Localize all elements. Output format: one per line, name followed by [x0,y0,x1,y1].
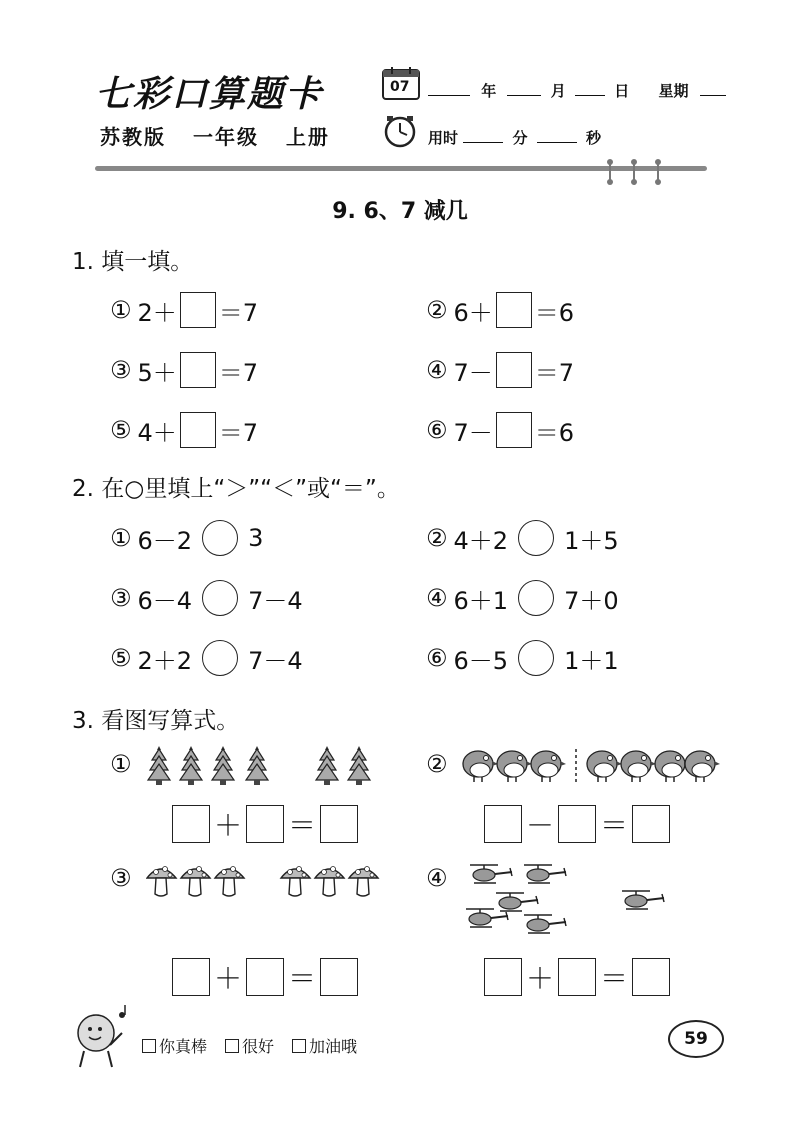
clock-icon [383,114,417,152]
answer-box[interactable] [320,958,358,996]
compare-circle[interactable] [202,520,238,556]
calendar-day: 07 [390,79,410,95]
s1-item-3: ③ 5＋ ＝7 [110,350,258,390]
tree-icon [212,746,234,785]
divider-dots [600,158,680,190]
helicopter-picture [460,860,670,944]
compare-circle[interactable] [202,640,238,676]
answer-box[interactable] [246,958,284,996]
answer-box[interactable] [172,805,210,843]
mushroom-picture [146,860,386,904]
page-number: 59 [668,1020,724,1058]
s1-item-2: ② 6＋ ＝6 [426,290,574,330]
s2-item-2: ② 4＋2 1＋5 [426,518,619,558]
s2-item-1: ① 6－2 3 [110,518,263,558]
s1-item-4: ④ 7－ ＝7 [426,350,574,390]
checkbox[interactable] [292,1039,306,1053]
answer-box[interactable] [320,805,358,843]
answer-box[interactable] [632,958,670,996]
date-line [428,80,726,101]
time-used-label: 用时 [428,129,459,147]
compare-circle[interactable] [518,640,554,676]
rating-option[interactable]: 你真棒 [142,1034,207,1057]
section3-heading: 3. 看图写算式。 [72,708,240,734]
answer-box[interactable] [172,958,210,996]
s3-answer-1: ＋ ＝ [168,804,362,844]
s3-answer-4: ＋ ＝ [480,957,674,997]
tree-icon [316,746,338,785]
answer-box[interactable] [558,958,596,996]
answer-box[interactable] [496,352,532,388]
compare-circle[interactable] [518,580,554,616]
rating-option[interactable]: 加油哦 [292,1034,357,1057]
answer-box[interactable] [632,805,670,843]
year-label: 年 [481,82,497,100]
section1-heading: 1. 填一填。 [72,249,194,275]
compare-circle[interactable] [202,580,238,616]
answer-box[interactable] [180,352,216,388]
edition-info [100,121,348,150]
section2-heading: 2. 在○里填上“＞”“＜”或“＝”。 [72,476,400,502]
answer-box[interactable] [496,292,532,328]
s2-item-5: ⑤ 2＋2 7－4 [110,638,303,678]
s3-marker-2: ② [426,750,448,778]
answer-box[interactable] [246,805,284,843]
seconds-label: 秒 [585,129,601,147]
checkbox[interactable] [142,1039,156,1053]
s3-answer-2: － ＝ [480,804,674,844]
answer-box[interactable] [180,412,216,448]
tree-icon [180,746,202,785]
tree-icon [246,746,268,785]
rating-option[interactable]: 很好 [225,1034,274,1057]
calendar-icon [382,66,420,100]
s3-answer-3: ＋ ＝ [168,957,362,997]
minutes-label: 分 [512,129,528,147]
tree-picture [146,744,386,790]
weekday-label: 星期 [658,82,689,100]
rating-options [142,1034,357,1057]
checkbox[interactable] [225,1039,239,1053]
s3-marker-3: ③ [110,864,132,892]
answer-box[interactable] [484,805,522,843]
month-label: 月 [550,82,566,100]
s2-item-6: ⑥ 6－5 1＋1 [426,638,619,678]
s3-marker-4: ④ [426,864,448,892]
day-label: 日 [614,82,630,100]
s2-item-4: ④ 6＋1 7＋0 [426,578,619,618]
s1-item-1: ① 2＋ ＝7 [110,290,258,330]
brand-title: 七彩口算题卡 [95,74,324,115]
s2-item-3: ③ 6－4 7－4 [110,578,303,618]
s1-item-5: ⑤ 4＋ ＝7 [110,410,258,450]
time-used-line [428,127,601,148]
answer-box[interactable] [496,412,532,448]
answer-box[interactable] [180,292,216,328]
edition-publisher: 苏教版 [100,125,166,149]
compare-circle[interactable] [518,520,554,556]
bird-picture [462,746,720,788]
answer-box[interactable] [484,958,522,996]
edition-volume: 上册 [285,125,330,149]
answer-box[interactable] [558,805,596,843]
tree-icon [348,746,370,785]
mascot-icon [70,1005,134,1073]
edition-grade: 一年级 [192,125,259,149]
tree-icon [148,746,170,785]
lesson-title: 9. 6、7 减几 [332,199,468,224]
s3-marker-1: ① [110,750,132,778]
s1-item-6: ⑥ 7－ ＝6 [426,410,574,450]
